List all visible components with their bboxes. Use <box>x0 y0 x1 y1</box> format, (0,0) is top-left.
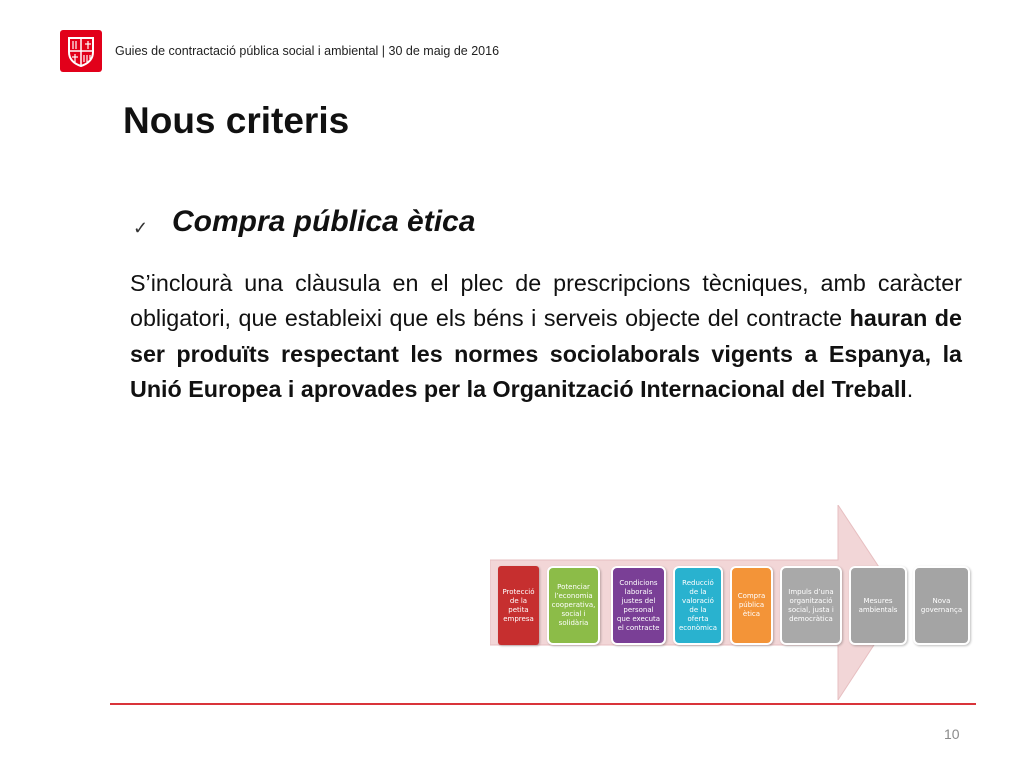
slide-subtitle: Compra pública ètica <box>172 205 476 238</box>
step-label: Impuls d’una organització social, justa i democràtica <box>788 587 834 623</box>
step-box <box>913 566 970 645</box>
step-label: Compra pública ètica <box>737 592 766 618</box>
step-box <box>611 566 666 645</box>
step-label: Reducció de la valoració de la oferta econòmica <box>678 578 718 632</box>
body-text-end: . <box>906 376 914 403</box>
page-number: 10 <box>944 726 960 742</box>
step-box <box>673 566 723 645</box>
step-label: Nova governança <box>920 596 963 614</box>
step-label: Protecció de la petita empresa <box>502 587 535 623</box>
step-label: Potenciar l’economia cooperativa, social i solidària <box>551 583 596 627</box>
checkmark-icon: ✓ <box>133 218 149 238</box>
step-box <box>547 566 600 645</box>
step-label: Mesures ambientals <box>858 596 898 614</box>
step-box-highlighted <box>730 566 773 645</box>
body-text-intro: S’inclourà una clàusula en el plec de prescripcions tècniques, amb caràcter obligatori, que estableixi que els béns i serveis objecte del contracte <box>130 270 962 332</box>
step-box <box>849 566 907 645</box>
body-text-bold: hauran de ser produïts respectant les normes sociolaborals vigents a Espanya, la Unió Europea i aprovades per la Organització Internacional del Treball <box>130 305 962 403</box>
step-box <box>498 566 539 645</box>
step-label: Condicions laborals justes del personal que executa el contracte <box>616 578 661 632</box>
step-box <box>780 566 842 645</box>
criteria-arrow-diagram <box>490 505 980 700</box>
body-paragraph <box>130 266 962 408</box>
footer-divider <box>110 703 976 705</box>
header-caption: Guies de contractació pública social i ambiental | 30 de maig de 2016 <box>115 44 500 58</box>
slide-title: Nous criteris <box>123 100 350 141</box>
barcelona-logo-icon <box>60 30 102 72</box>
shield-icon <box>66 34 96 68</box>
